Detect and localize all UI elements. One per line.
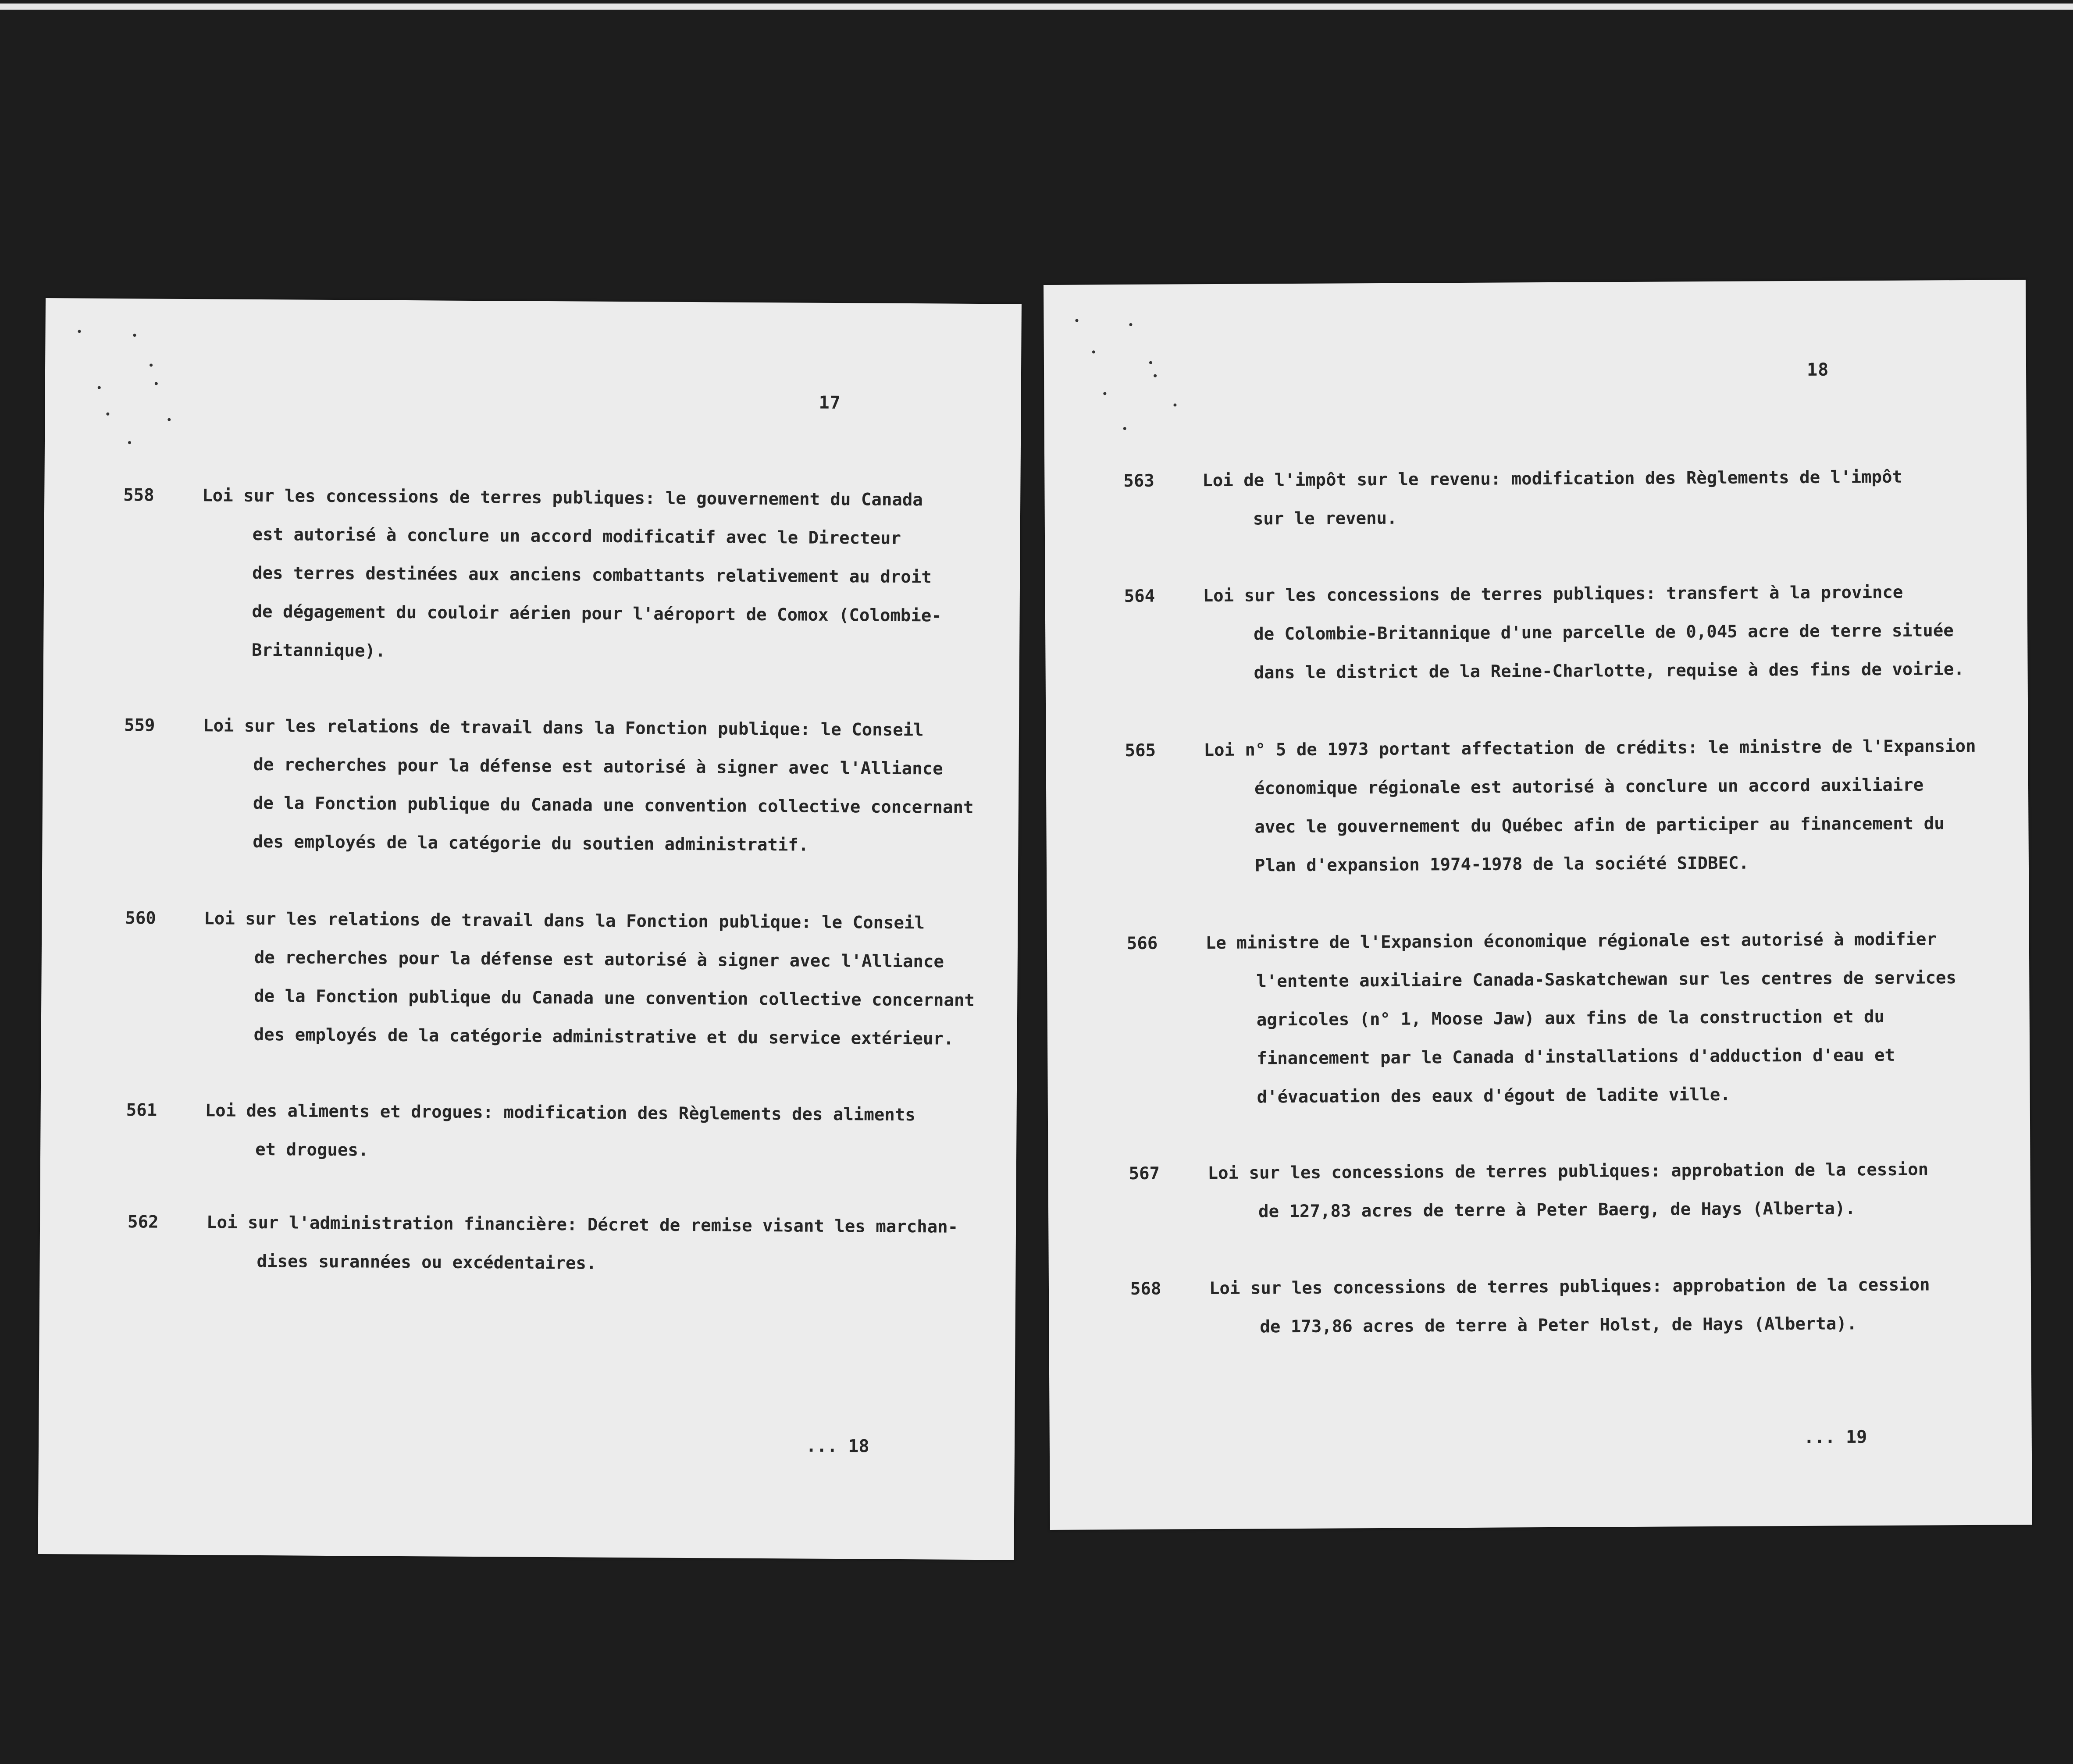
page-number: 18	[1806, 359, 1829, 380]
film-speck	[1154, 374, 1157, 377]
page-18	[1044, 280, 2032, 1530]
entry-568	[1130, 1265, 2025, 1353]
film-speck	[1173, 403, 1176, 406]
entry-558	[122, 476, 1001, 683]
film-speck	[1092, 350, 1095, 353]
entry-563	[1123, 457, 2018, 545]
entry-number: 558	[123, 485, 154, 505]
entry-number: 565	[1125, 740, 1156, 761]
entry-text: Loi sur les concessions de terres publiques: approbation de la cession de 127,83 acres de terre à Peter Baerg, de Hays (Alberta).	[1207, 1159, 1929, 1222]
entry-560	[124, 899, 1002, 1067]
entry-text: Loi sur les relations de travail dans la Fonction publique: le Conseil de recherches pour la défense est autorisé à signer avec l'Alliance de la Fonction publique du Canada une convention collective concernant des employés de la catégorie administrative et du service extérieur.	[204, 909, 975, 1049]
entry-number: 561	[126, 1100, 157, 1120]
entry-text: Loi n° 5 de 1973 portant affectation de crédits: le ministre de l'Expansion économique régionale est autorisé à conclure un accord auxiliaire avec le gouvernement du Québec afin de participer au financement du Plan d'expansion 1974-1978 de la société SIDBEC.	[1204, 736, 1976, 876]
film-speck	[1129, 323, 1132, 326]
entry-562	[127, 1203, 1004, 1291]
entry-text: Le ministre de l'Expansion économique régionale est autorisé à modifier l'entente auxiliaire Canada-Saskatchewan sur les centres de services agricoles (n° 1, Moose Jaw) aux fins de la construction et du financement par le Canada d'installations d'adduction d'eau et d'évacuation des eaux d'égout de ladite ville.	[1205, 929, 1957, 1107]
entry-559	[123, 706, 1001, 874]
entry-text: Loi de l'impôt sur le revenu: modification des Règlements de l'impôt sur le revenu.	[1202, 467, 1903, 529]
entry-number: 566	[1126, 933, 1158, 954]
entry-567	[1129, 1150, 2023, 1238]
continuation-marker: ... 19	[1803, 1427, 1867, 1447]
entry-text: Loi sur les relations de travail dans la Fonction publique: le Conseil de recherches pour la défense est autorisé à signer avec l'Alliance de la Fonction publique du Canada une convention collective concernant des employés de la catégorie du soutien administratif.	[203, 716, 974, 855]
entry-564	[1124, 573, 2019, 700]
entry-text: Loi sur l'administration financière: Décret de remise visant les marchan- dises surannées ou excédentaires.	[206, 1213, 958, 1273]
film-speck	[128, 441, 131, 444]
entry-text: Loi des aliments et drogues: modification des Règlements des aliments et drogues.	[205, 1101, 915, 1160]
entry-number: 560	[125, 908, 156, 928]
film-speck	[1103, 392, 1106, 395]
entry-number: 559	[124, 715, 155, 736]
entry-number: 567	[1129, 1163, 1160, 1184]
film-speck	[98, 386, 101, 389]
film-speck	[155, 382, 158, 385]
entry-number: 563	[1123, 471, 1154, 491]
film-speck	[1149, 361, 1152, 364]
entry-number: 568	[1130, 1279, 1161, 1299]
entry-number: 562	[127, 1212, 159, 1232]
page-17	[38, 298, 1021, 1560]
film-speck	[1075, 319, 1078, 322]
entry-text: Loi sur les concessions de terres publiques: transfert à la province de Colombie-Britannique d'une parcelle de 0,045 acre de terre située dans le district de la Reine-Charlotte, requise à des fins de voirie.	[1203, 582, 1964, 683]
film-speck	[133, 334, 136, 337]
film-speck	[1123, 427, 1126, 430]
entry-text: Loi sur les concessions de terres publiques: approbation de la cession de 173,86 acres de terre à Peter Holst, de Hays (Alberta).	[1209, 1275, 1930, 1337]
entry-text: Loi sur les concessions de terres publiques: le gouvernement du Canada est autorisé à conclure un accord modificatif avec le Directeur des terres destinées aux anciens combattants relativement au droit de dégagement du couloir aérien pour l'aéroport de Comox (Colombie- Britannique).	[202, 486, 942, 661]
page-number: 17	[819, 392, 841, 413]
film-speck	[78, 330, 81, 333]
film-speck	[167, 418, 171, 421]
entry-566	[1127, 920, 2022, 1126]
film-speck	[106, 413, 109, 416]
film-edge-line	[0, 4, 2073, 10]
entry-561	[126, 1091, 1003, 1180]
film-speck	[150, 363, 153, 366]
entry-565	[1125, 727, 2020, 894]
entry-number: 564	[1124, 586, 1155, 607]
continuation-marker: ... 18	[805, 1436, 869, 1457]
